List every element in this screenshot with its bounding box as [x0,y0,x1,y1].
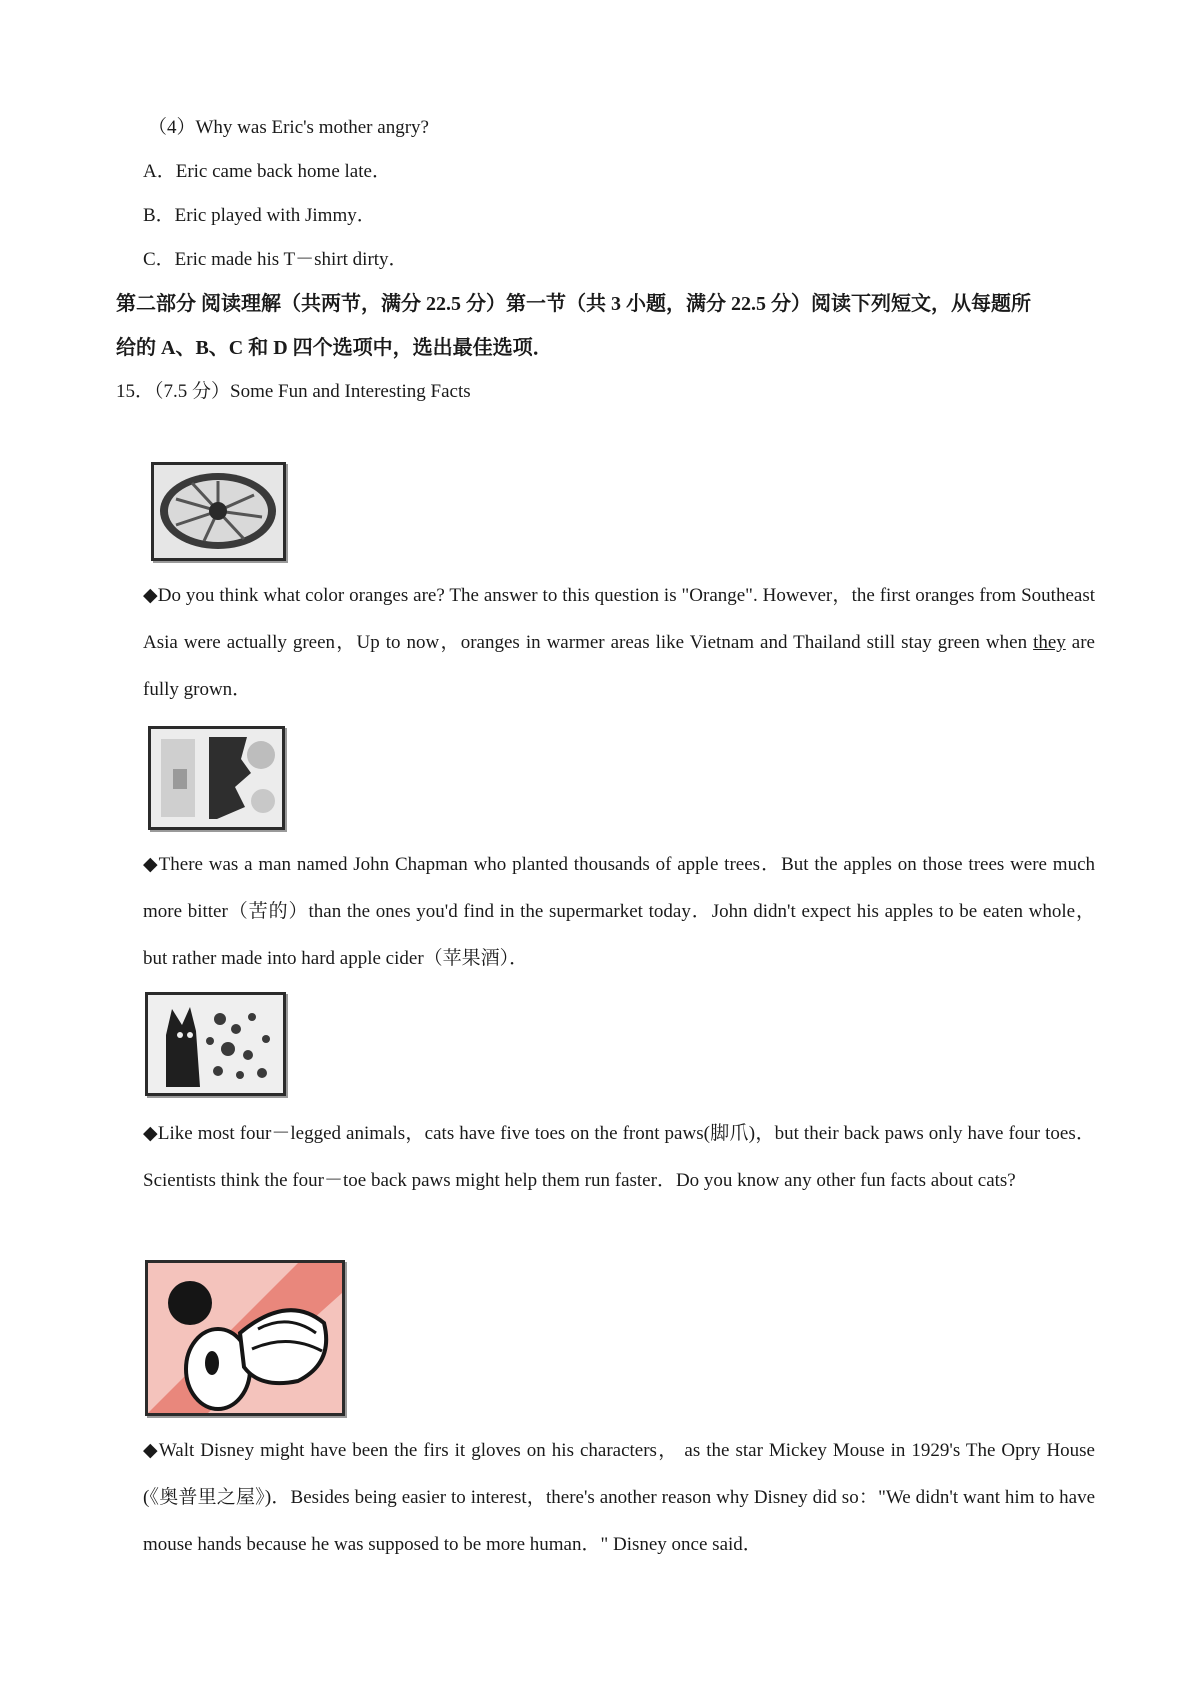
fact-apples-text: ◆There was a man named John Chapman who planted thousands of apple trees．But the apples on those trees were much more bitter（苦的）than the ones you'd find in the supermarket today．John didn't expect his apples to be eaten whole，but rather made into hard apple cider（苹果酒）． [143,854,1095,969]
section-heading-line-2: 给的 A、B、C 和 D 四个选项中，选出最佳选项． [116,337,553,359]
fact-cats-text: ◆Like most four－legged animals，cats have five toes on the front paws(脚爪)，but their back paws only have four toes．Scientists think the four－toe back paws might help them run faster．Do you know any other fun facts about cats? [143,1123,1095,1191]
fact-oranges-underlined-word: they [1033,632,1066,653]
fact-disney-paragraph [143,1427,1095,1568]
fact-oranges-text-end: are fully grown． [143,632,1095,700]
option-a: A．Eric came back home late． [143,161,391,182]
option-c: C．Eric made his T－shirt dirty． [143,249,408,270]
fact-oranges-paragraph [143,572,1095,713]
orange-slice-image [151,462,286,561]
mickey-mouse-image [145,1260,345,1416]
cat-image [145,992,286,1096]
fact-disney-text: ◆Walt Disney might have been the firs it gloves on his characters， as the star Mickey Mouse in 1929's The Opry House (《奥普里之屋》)．Besides being easier to interest，there's another reason why Disney did so："We didn't want him to have mouse hands because he was supposed to be more human．" Disney once said． [143,1440,1095,1555]
fact-oranges-text: ◆Do you think what color oranges are? The answer to this question is "Orange". However，the first oranges from Southeast Asia were actually green，Up to now，oranges in warmer areas like Vietnam and Thailand still stay green when [143,585,1095,653]
cat-icon [148,995,283,1093]
question-4-stem: （4）Why was Eric's mother angry? [148,117,429,138]
fact-cats-paragraph [143,1110,1095,1204]
section-heading-line-1: 第二部分 阅读理解（共两节，满分 22.5 分）第一节（共 3 小题，满分 22.5 分）阅读下列短文，从每题所 [116,293,1031,315]
mickey-mouse-icon [148,1263,342,1413]
apple-image [148,726,285,830]
apple-icon [151,729,282,827]
fact-apples-paragraph [143,841,1095,982]
option-b: B．Eric played with Jimmy． [143,205,376,226]
question-15-header: 15．（7.5 分）Some Fun and Interesting Facts [116,381,471,402]
orange-slice-icon [154,465,283,558]
